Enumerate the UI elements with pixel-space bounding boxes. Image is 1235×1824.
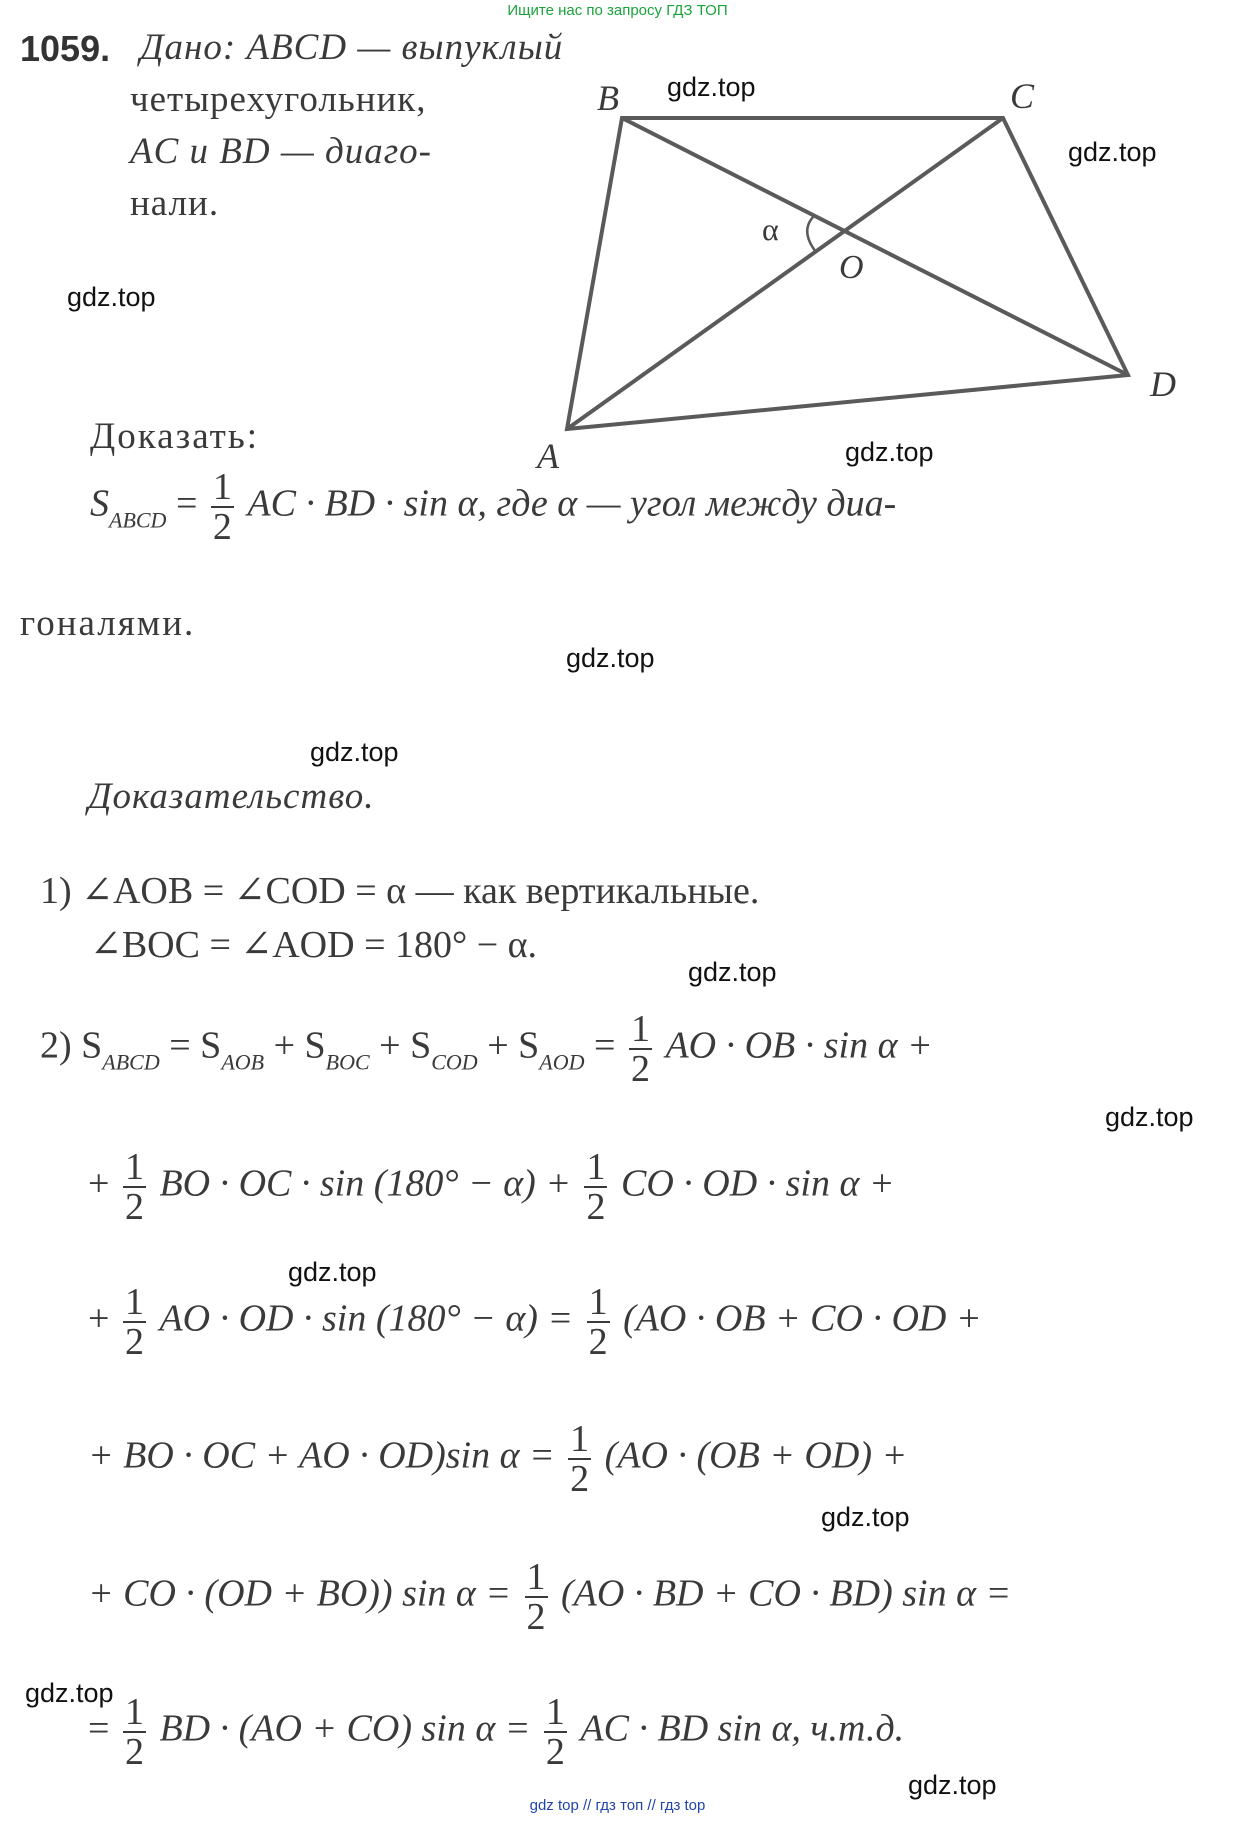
frac-den: 2 [124, 1731, 144, 1773]
watermark: gdz.top [845, 437, 934, 467]
frac-den: 2 [588, 1321, 608, 1363]
given-line-2: четырехугольник, [130, 79, 427, 120]
l5-term-2: (AO · BD + CO · BD) sin α = [561, 1572, 1012, 1615]
frac-num: 1 [586, 1146, 606, 1188]
footer-links[interactable]: gdz top // гдз топ // гдз top [529, 1797, 706, 1814]
s2-plus1: + S [273, 1024, 326, 1067]
s2-plus2: + S [379, 1024, 432, 1067]
l3-plus: + [88, 1297, 110, 1340]
s2-sub-boc: BOC [325, 1049, 370, 1075]
l5-frac [525, 1558, 548, 1636]
prove-eq: = [175, 482, 198, 525]
l3-term-1: AO · OD · sin (180° − α) = [159, 1297, 574, 1340]
watermark: gdz.top [1068, 137, 1157, 167]
problem-number: 1059. [20, 28, 111, 69]
step-2-line-2 [88, 1148, 895, 1226]
l3-frac-2 [587, 1283, 610, 1361]
step-2-line-3 [88, 1283, 981, 1361]
frac-den: 2 [586, 1186, 606, 1228]
label-b: B [597, 78, 619, 118]
watermark: gdz.top [25, 1678, 114, 1708]
step-2-line-5 [88, 1558, 1011, 1636]
s2-l1-end: AO · OB · sin α + [665, 1024, 933, 1067]
watermark: gdz.top [310, 737, 399, 767]
watermark: gdz.top [67, 282, 156, 312]
s2-sub-aob: AOB [221, 1049, 265, 1075]
l6-frac-1 [123, 1693, 146, 1771]
l2-frac-1 [123, 1148, 146, 1226]
watermark: gdz.top [566, 643, 655, 673]
l4-term-1: + BO · OC + AO · OD)sin α = [88, 1434, 555, 1477]
frac-num: 1 [124, 1146, 144, 1188]
prove-fraction [211, 468, 234, 546]
frac-num: 1 [570, 1418, 590, 1460]
frac-num: 1 [124, 1691, 144, 1733]
label-a: A [537, 436, 559, 476]
l3-term-2: (AO · OB + CO · OD + [623, 1297, 982, 1340]
frac-den: 2 [526, 1596, 546, 1638]
l6-eq: = [88, 1707, 110, 1750]
l2-term-2: CO · OD · sin α + [620, 1162, 895, 1205]
given-line-4: нали. [130, 183, 220, 224]
diagonal-ac [567, 118, 1003, 429]
frac-num: 1 [526, 1556, 546, 1598]
prove-rest: AC · BD · sin α, где α — угол между диа- [247, 482, 897, 525]
s2-eq: = S [169, 1024, 222, 1067]
l2-frac-2 [584, 1148, 607, 1226]
frac-num: 1 [545, 1691, 565, 1733]
l2-term-1: BO · OC · sin (180° − α) + [159, 1162, 571, 1205]
prove-frac-den: 2 [212, 506, 232, 548]
l5-term-1: + CO · (OD + BO)) sin α = [88, 1572, 512, 1615]
step-2-line-1 [40, 1010, 933, 1088]
watermark: gdz.top [667, 72, 756, 102]
l2-plus: + [88, 1162, 110, 1205]
prove-sub: ABCD [109, 507, 167, 533]
l3-frac-1 [123, 1283, 146, 1361]
s2-sub-aod: AOD [539, 1049, 585, 1075]
s2-frac [629, 1010, 652, 1088]
prove-frac-num: 1 [212, 466, 232, 508]
s2-eq2: = [594, 1024, 616, 1067]
watermark: gdz.top [288, 1257, 377, 1287]
l6-term-2: AC · BD sin α, ч.т.д. [580, 1707, 905, 1750]
l6-term-1: BD · (AO + CO) sin α = [159, 1707, 531, 1750]
l4-frac [568, 1420, 591, 1498]
s2-sub-abcd: ABCD [102, 1049, 160, 1075]
frac-den: 2 [124, 1321, 144, 1363]
l6-frac-2 [544, 1693, 567, 1771]
step-1-line-b: ∠BOC = ∠AOD = 180° − α. [90, 924, 538, 966]
given-line-1: Дано: ABCD — выпуклый [140, 27, 564, 68]
step-1-line-a: 1) ∠AOB = ∠COD = α — как вертикальные. [40, 870, 760, 912]
frac-den: 2 [630, 1048, 650, 1090]
watermark: gdz.top [688, 957, 777, 987]
frac-num: 1 [588, 1281, 608, 1323]
frac-den: 2 [570, 1458, 590, 1500]
s2-prefix: 2) S [40, 1024, 103, 1067]
prove-continuation: гоналями. [20, 603, 196, 644]
prove-s: S [90, 482, 109, 525]
proof-label: Доказательство. [88, 776, 375, 817]
step-2-line-6 [88, 1693, 904, 1771]
angle-alpha-arc [807, 215, 816, 252]
watermark: gdz.top [821, 1502, 910, 1532]
label-alpha: α [762, 211, 779, 247]
s2-sub-cod: COD [431, 1049, 478, 1075]
l4-term-2: (AO · (OB + OD) + [604, 1434, 908, 1477]
frac-den: 2 [124, 1186, 144, 1228]
label-d: D [1150, 364, 1176, 404]
given-line-3: AC и BD — диаго- [130, 131, 432, 172]
top-banner[interactable]: Ищите нас по запросу ГДЗ ТОП [507, 2, 728, 19]
label-c: C [1010, 76, 1035, 116]
prove-formula [90, 468, 896, 546]
s2-plus3: + S [487, 1024, 540, 1067]
step-2-line-4 [88, 1420, 907, 1498]
prove-label: Доказать: [90, 416, 259, 457]
quadrilateral-figure [537, 70, 1190, 490]
frac-den: 2 [545, 1731, 565, 1773]
watermark: gdz.top [908, 1770, 997, 1800]
frac-num: 1 [630, 1008, 650, 1050]
label-o: O [839, 249, 864, 286]
frac-num: 1 [124, 1281, 144, 1323]
watermark: gdz.top [1105, 1102, 1194, 1132]
